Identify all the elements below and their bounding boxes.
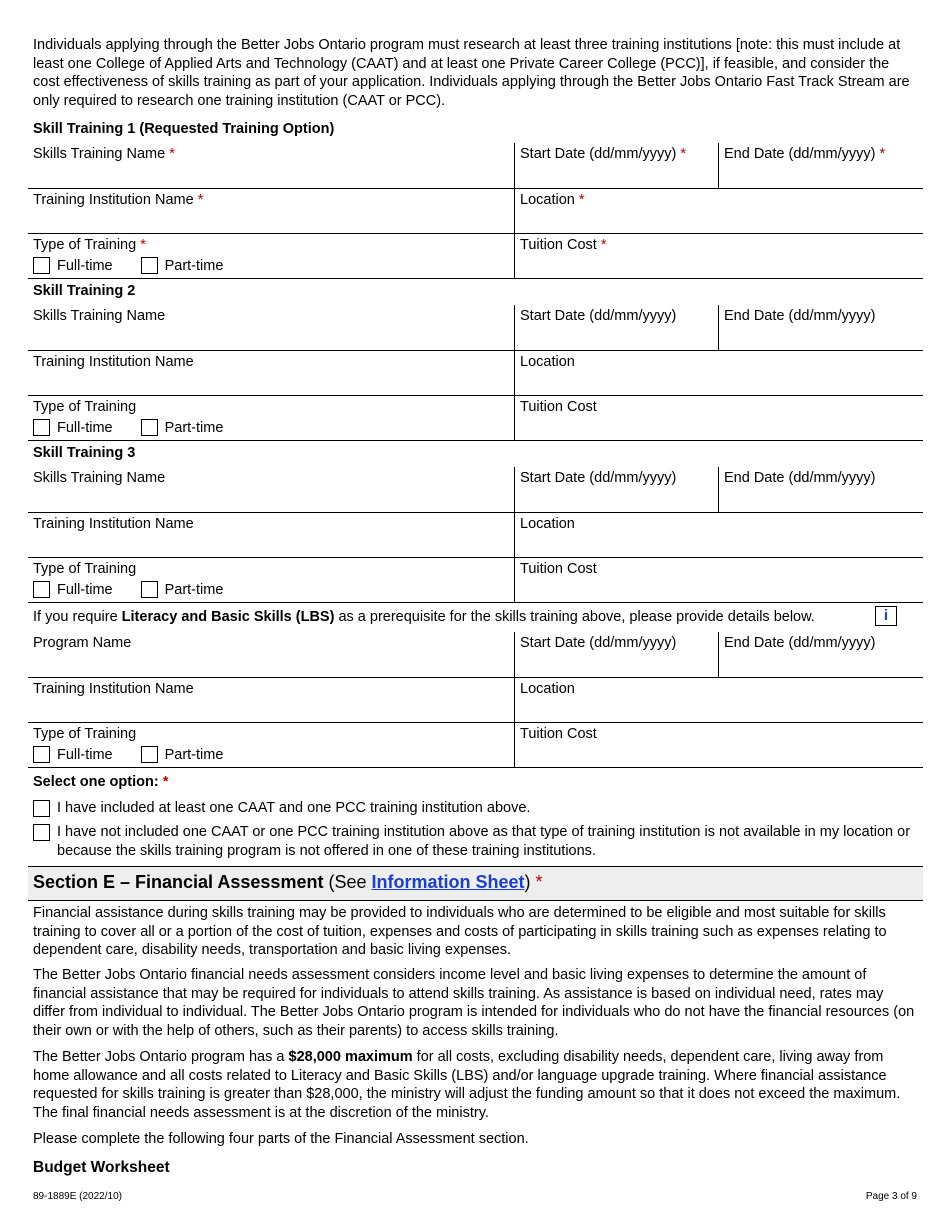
st1-type-field: Type of Training * Full-time Part-time — [33, 237, 224, 274]
st3-part-time-checkbox[interactable] — [141, 581, 158, 598]
st1-row-institution — [28, 189, 923, 234]
st3-part-time-label: Part-time — [164, 581, 224, 598]
st3-end-date-field[interactable]: End Date (dd/mm/yyyy) — [718, 467, 923, 512]
st2-type-field: Type of Training Full-time Part-time — [33, 399, 224, 436]
st2-institution-field[interactable]: Training Institution Name — [33, 354, 194, 370]
lbs-type-field: Type of Training Full-time Part-time — [33, 726, 224, 763]
st2-part-time-label: Part-time — [164, 419, 224, 436]
st3-full-time-checkbox[interactable] — [33, 581, 50, 598]
intro-text: Individuals applying through the Better Jobs Ontario program must research at least three training institutions [note: this must include at least one College of Applied Arts and Technology (CAAT) and at least one Private Career College (PCC)], if feasible, and consider the cost effectiveness of skills training as part of your application. Individuals applying through the Better Jobs Ontario Fast Track Stream are only required to research one training institution (CAAT or PCC). — [33, 37, 910, 109]
lbs-full-time-label: Full-time — [57, 746, 113, 763]
lbs-start-date-field[interactable]: Start Date (dd/mm/yyyy) — [514, 632, 718, 677]
skill-training-3-title: Skill Training 3 — [33, 445, 136, 461]
option-2 — [33, 823, 918, 860]
st2-full-time-checkbox[interactable] — [33, 419, 50, 436]
st1-part-time-label: Part-time — [164, 257, 224, 274]
st3-institution-field[interactable]: Training Institution Name — [33, 516, 194, 532]
st2-start-date-field[interactable]: Start Date (dd/mm/yyyy) — [514, 305, 718, 350]
section-e-header: Section E – Financial Assessment (See Information Sheet) * — [28, 866, 923, 901]
section-e-paragraph-2: The Better Jobs Ontario financial needs assessment considers income level and basic living expenses to determine the amount of financial assistance that may be required for individuals to attend skills training. As assistance is based on individual need, rates may differ from individual to individual. The Better Jobs Ontario program is intended for individuals who do not have the financial resources (on their own or with the help of others, such as their parents) to access skills training. — [33, 967, 915, 1039]
lbs-row-type — [28, 723, 923, 768]
section-e-paragraph-1: Financial assistance during skills training may be provided to individuals who are determined to be eligible and most suitable for skills training to cover all or a portion of the cost of tuition, expenses and costs of participating in skills training such as expenses relating to dependent care, disability needs, transportation and basic living expenses. — [33, 905, 887, 958]
st2-location-field[interactable]: Location — [514, 351, 923, 395]
st2-end-date-field[interactable]: End Date (dd/mm/yyyy) — [718, 305, 923, 350]
section-e-paragraph-3: The Better Jobs Ontario program has a $28,000 maximum for all costs, excluding disability needs, dependent care, living away from home allowance and all costs related to Literacy and Basic Skills (LBS) and/or language upgrade training. Where financial assistance requested for skills training is greater than $28,000, the ministry will adjust the funding amount so that it does not exceed the maximum. The final financial needs assessment is at the discretion of the ministry. — [33, 1049, 901, 1121]
lbs-row-institution — [28, 678, 923, 723]
st1-location-field[interactable]: Location * — [514, 189, 923, 233]
st1-end-date-field[interactable]: End Date (dd/mm/yyyy) * — [718, 143, 923, 188]
skill-training-2-title: Skill Training 2 — [33, 283, 136, 299]
lbs-location-field[interactable]: Location — [514, 678, 923, 722]
st1-row-name — [28, 143, 923, 189]
st2-row-type — [28, 396, 923, 441]
lbs-row-name — [28, 632, 923, 678]
lbs-instruction: If you require Literacy and Basic Skills (LBS) as a prerequisite for the skills training above, please provide details below. — [33, 609, 815, 625]
st1-start-date-field[interactable]: Start Date (dd/mm/yyyy) * — [514, 143, 718, 188]
option-1-label: I have included at least one CAAT and one PCC training institution above. — [57, 800, 531, 816]
option-2-checkbox[interactable] — [33, 824, 50, 841]
st3-tuition-field[interactable]: Tuition Cost — [514, 558, 923, 602]
st1-name-field[interactable]: Skills Training Name * — [33, 146, 175, 162]
lbs-part-time-label: Part-time — [164, 746, 224, 763]
lbs-full-time-checkbox[interactable] — [33, 746, 50, 763]
st3-row-name — [28, 467, 923, 513]
st1-part-time-checkbox[interactable] — [141, 257, 158, 274]
option-2-label: I have not included one CAAT or one PCC training institution above as that type of training institution is not available in my location or because the skills training program is not offered in one of these training institutions. — [57, 824, 911, 859]
st1-full-time-label: Full-time — [57, 257, 113, 274]
st3-type-field: Type of Training Full-time Part-time — [33, 561, 224, 598]
st2-part-time-checkbox[interactable] — [141, 419, 158, 436]
lbs-part-time-checkbox[interactable] — [141, 746, 158, 763]
information-sheet-link[interactable]: Information Sheet — [371, 872, 525, 892]
st1-tuition-field[interactable]: Tuition Cost * — [514, 234, 923, 278]
budget-worksheet-heading: Budget Worksheet — [33, 1159, 170, 1176]
st1-institution-field[interactable]: Training Institution Name * — [33, 192, 204, 208]
lbs-end-date-field[interactable]: End Date (dd/mm/yyyy) — [718, 632, 923, 677]
st2-full-time-label: Full-time — [57, 419, 113, 436]
skill-training-1-title: Skill Training 1 (Requested Training Option) — [33, 121, 335, 137]
lbs-institution-field[interactable]: Training Institution Name — [33, 681, 194, 697]
section-e-title: Section E – Financial Assessment — [33, 872, 324, 892]
st3-start-date-field[interactable]: Start Date (dd/mm/yyyy) — [514, 467, 718, 512]
st3-row-institution — [28, 513, 923, 558]
st3-full-time-label: Full-time — [57, 581, 113, 598]
lbs-program-name-field[interactable]: Program Name — [33, 635, 132, 651]
st2-name-field[interactable]: Skills Training Name — [33, 308, 166, 324]
st2-tuition-field[interactable]: Tuition Cost — [514, 396, 923, 440]
st3-name-field[interactable]: Skills Training Name — [33, 470, 166, 486]
st2-row-institution — [28, 351, 923, 396]
info-icon[interactable]: i — [875, 606, 897, 626]
section-e-paragraph-4: Please complete the following four parts of the Financial Assessment section. — [33, 1131, 529, 1147]
option-1 — [33, 799, 918, 818]
st3-location-field[interactable]: Location — [514, 513, 923, 557]
page-number: Page 3 of 9 — [865, 1191, 917, 1202]
st3-row-type — [28, 558, 923, 603]
form-id: 89-1889E (2022/10) — [33, 1191, 122, 1202]
lbs-tuition-field[interactable]: Tuition Cost — [514, 723, 923, 767]
st1-full-time-checkbox[interactable] — [33, 257, 50, 274]
option-1-checkbox[interactable] — [33, 800, 50, 817]
select-option-title: Select one option: * — [33, 774, 169, 790]
st1-row-type — [28, 234, 923, 279]
st2-row-name — [28, 305, 923, 351]
